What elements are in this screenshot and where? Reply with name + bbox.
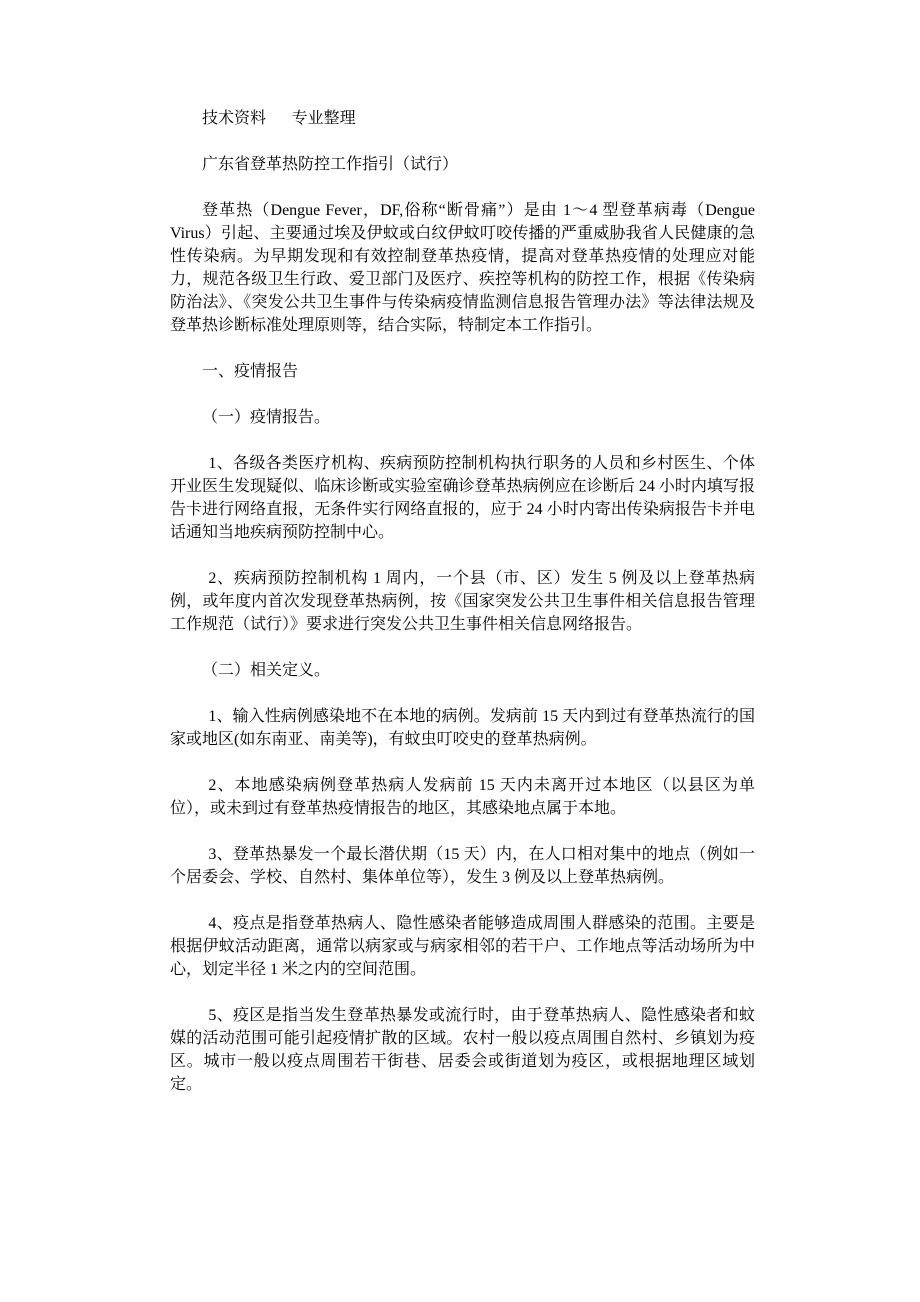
doc-header-right: 专业整理 bbox=[291, 110, 356, 127]
subsection-1-2-item-1: 1、输入性病例感染地不在本地的病例。发病前 15 天内到过有登革热流行的国家或地区(如东南亚、南美等)，有蚊虫叮咬史的登革热病例。 bbox=[170, 708, 755, 748]
subsection-1-2-item-2: 2、本地感染病例登革热病人发病前 15 天内未离开过本地区（以县区为单位），或未到过有登革热疫情报告的地区，其感染地点属于本地。 bbox=[170, 777, 755, 817]
subsection-1-2-item-3: 3、登革热暴发一个最长潜伏期（15 天）内，在人口相对集中的地点（例如一个居委会、学校、自然村、集体单位等），发生 3 例及以上登革热病例。 bbox=[170, 846, 755, 886]
document-body bbox=[170, 107, 755, 1119]
doc-header-left: 技术资料 bbox=[202, 110, 267, 127]
subsection-1-2-heading: （二）相关定义。 bbox=[202, 662, 331, 679]
subsection-1-2-item-5: 5、疫区是指当发生登革热暴发或流行时，由于登革热病人、隐性感染者和蚊媒的活动范围可能引起疫情扩散的区域。农村一般以疫点周围自然村、乡镇划为疫区。城市一般以疫点周围若干街巷、居委会或街道划为疫区，或根据地理区域划定。 bbox=[170, 1007, 755, 1093]
subsection-1-1-item-2: 2、疾病预防控制机构 1 周内，一个县（市、区）发生 5 例及以上登革热病例，或年度内首次发现登革热病例，按《国家突发公共卫生事件相关信息报告管理工作规范（试行）》要求进行突发公共卫生事件相关信息网络报告。 bbox=[170, 570, 755, 633]
doc-title: 广东省登革热防控工作指引（试行） bbox=[202, 156, 459, 173]
intro-paragraph: 登革热（Dengue Fever，DF,俗称“断骨痛”）是由 1～4 型登革病毒（Dengue Virus）引起、主要通过埃及伊蚊或白纹伊蚊叮咬传播的严重威胁我省人民健康的急性传染病。为早期发现和有效控制登革热疫情，提高对登革热疫情的处理应对能力，规范各级卫生行政、爱卫部门及医疗、疾控等机构的防控工作，根据《传染病防治法》、《突发公共卫生事件与传染病疫情监测信息报告管理办法》等法律法规及登革热诊断标准处理原则等，结合实际，特制定本工作指引。 bbox=[170, 202, 755, 334]
section-1-heading: 一、疫情报告 bbox=[202, 363, 299, 380]
subsection-1-2-item-4: 4、疫点是指登革热病人、隐性感染者能够造成周围人群感染的范围。主要是根据伊蚊活动距离，通常以病家或与病家相邻的若干户、工作地点等活动场所为中心，划定半径 1 米之内的空间范围。 bbox=[170, 915, 755, 978]
subsection-1-1-heading: （一）疫情报告。 bbox=[202, 409, 331, 426]
doc-header bbox=[170, 107, 755, 130]
subsection-1-1-item-1: 1、各级各类医疗机构、疾病预防控制机构执行职务的人员和乡村医生、个体开业医生发现疑似、临床诊断或实验室确诊登革热病例应在诊断后 24 小时内填写报告卡进行网络直报，无条件实行网络直报的，应于 24 小时内寄出传染病报告卡并电话通知当地疾病预防控制中心。 bbox=[170, 455, 755, 541]
